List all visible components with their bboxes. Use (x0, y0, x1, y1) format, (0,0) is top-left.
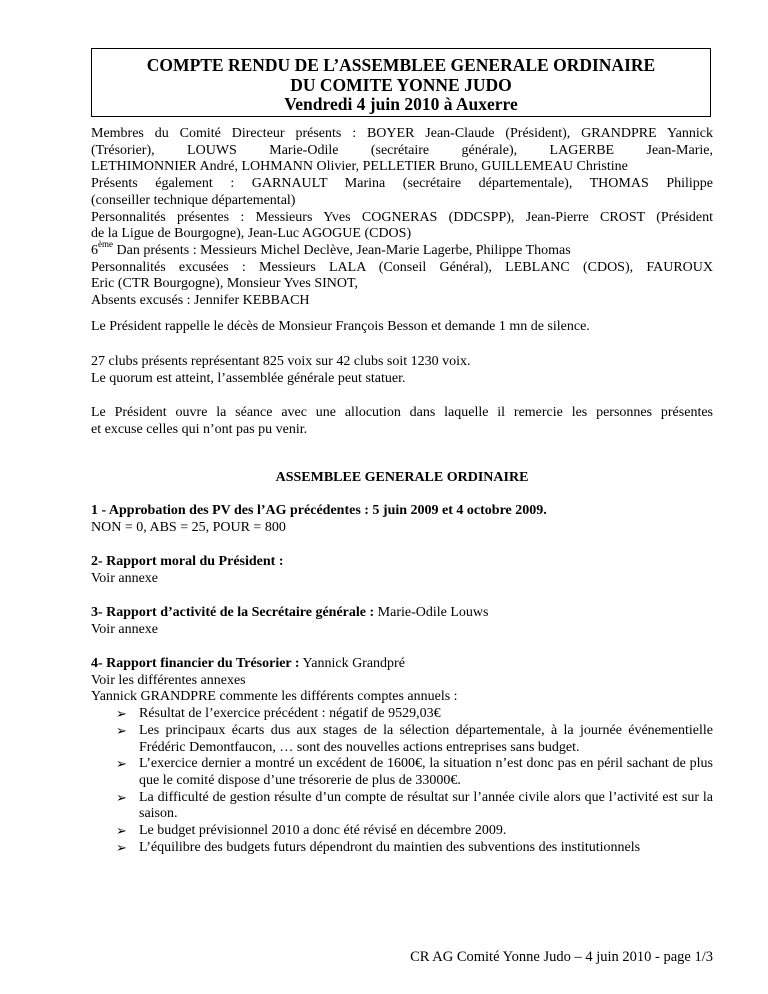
quorum-line-2: Le quorum est atteint, l’assemblée générale peut statuer. (91, 370, 406, 386)
item-4-text-1: Voir les différentes annexes (91, 672, 246, 688)
silence-paragraph (91, 319, 713, 336)
item-2 (91, 554, 713, 587)
also-present-line-2: (conseiller technique départemental) (91, 192, 296, 208)
arrow-bullet-icon: ➢ (116, 706, 127, 722)
dan-superscript: ème (98, 238, 113, 249)
arrow-bullet-icon: ➢ (116, 789, 127, 805)
also-present-line-1: Présents également : GARNAULT Marina (secrétaire départementale), THOMAS Philippe (91, 176, 713, 192)
item-1-vote: NON = 0, ABS = 25, POUR = 800 (91, 519, 286, 535)
attendance-block (91, 126, 713, 310)
title-line-1: COMPTE RENDU DE L’ASSEMBLEE GENERALE ORDINAIRE (146, 55, 656, 75)
excused-line-1: Personnalités excusées : Messieurs LALA (Conseil Général), LEBLANC (CDOS), FAUROUX (91, 259, 713, 275)
item-1 (91, 503, 713, 536)
item-4-title: 4- Rapport financier du Trésorier : (91, 656, 300, 671)
item-2-text: Voir annexe (91, 570, 158, 586)
personalities-line-1: Personnalités présentes : Messieurs Yves COGNERAS (DDCSPP), Jean-Pierre CROST (Président (91, 209, 713, 225)
opening-line-1: Le Président ouvre la séance avec une allocution dans laquelle il remercie les personnes présentes (91, 405, 713, 420)
list-item: ➢ L’exercice dernier a montré un excédent de 1600€, la situation n’est donc pas en péril sachant de plus que le comité dispose d’une trésorerie de plus de 33000€. (116, 756, 713, 788)
item-4-text-2: Yannick GRANDPRE commente les différents comptes annuels : (91, 689, 458, 705)
treasurer-bullet-list (114, 706, 713, 856)
title-line-2: DU COMITE YONNE JUDO (290, 74, 512, 95)
item-3-name: Marie-Odile Louws (374, 605, 489, 620)
list-item: ➢ L’équilibre des budgets futurs dépendront du maintien des subventions des institutionnels (116, 839, 641, 855)
dan-number: 6 (91, 242, 98, 258)
title-box (91, 48, 711, 117)
arrow-bullet-icon: ➢ (116, 839, 127, 855)
dan-line (91, 238, 713, 260)
members-line-2: (Trésorier), LOUWS Marie-Odile (secrétaire générale), LAGERBE Jean-Marie, (91, 142, 713, 158)
arrow-bullet-icon: ➢ (116, 756, 127, 772)
item-1-title: 1 - Approbation des PV des l’AG précédentes : 5 juin 2009 et 4 octobre 2009. (91, 503, 547, 518)
excused-line-2: Eric (CTR Bourgogne), Monsieur Yves SINOT, (91, 276, 359, 292)
personalities-line-2: de la Ligue de Bourgogne), Jean-Luc AGOGUE (CDOS) (91, 226, 412, 242)
item-4-name: Yannick Grandpré (299, 656, 405, 671)
list-item: ➢ Les principaux écarts dus aux stages de la sélection départementale, à la journée événementielle Frédéric Demontfaucon, … sont des nouvelles actions entreprises sans budget. (116, 722, 713, 755)
silence-line: Le Président rappelle le décès de Monsieur François Besson et demande 1 mn de silence. (91, 319, 590, 334)
quorum-line-1: 27 clubs présents représentant 825 voix sur 42 clubs soit 1230 voix. (91, 354, 471, 369)
page-footer: CR AG Comité Yonne Judo – 4 juin 2010 - page 1/3 (410, 949, 713, 965)
absent-line: Absents excusés : Jennifer KEBBACH (91, 293, 310, 309)
arrow-bullet-icon: ➢ (116, 823, 127, 839)
list-item: ➢ Le budget prévisionnel 2010 a donc été révisé en décembre 2009. (116, 823, 507, 839)
members-line-1: Membres du Comité Directeur présents : BOYER Jean-Claude (Président), GRANDPRE Yannick (91, 126, 713, 141)
item-3 (91, 605, 713, 638)
title-line-3: Vendredi 4 juin 2010 à Auxerre (284, 94, 518, 114)
opening-paragraph (91, 405, 713, 438)
quorum-paragraph (91, 354, 713, 387)
opening-line-2: et excuse celles qui n’ont pas pu venir. (91, 421, 308, 437)
arrow-bullet-icon: ➢ (116, 722, 127, 738)
list-item: ➢ La difficulté de gestion résulte d’un compte de résultat sur l’année civile alors que l’activité est sur la saison. (116, 789, 713, 822)
list-item: ➢ Résultat de l’exercice précédent : négatif de 9529,03€ (116, 706, 441, 722)
item-3-title: 3- Rapport d’activité de la Secrétaire générale : (91, 605, 375, 620)
item-2-title: 2- Rapport moral du Président : (91, 554, 284, 569)
item-3-text: Voir annexe (91, 621, 158, 637)
section-title: ASSEMBLEE GENERALE ORDINAIRE (275, 470, 529, 485)
item-4 (91, 656, 713, 856)
dan-text: Dan présents : Messieurs Michel Declève, Jean-Marie Lagerbe, Philippe Thomas (113, 242, 571, 258)
members-line-3: LETHIMONNIER André, LOHMANN Olivier, PELLETIER Bruno, GUILLEMEAU Christine (91, 159, 628, 175)
